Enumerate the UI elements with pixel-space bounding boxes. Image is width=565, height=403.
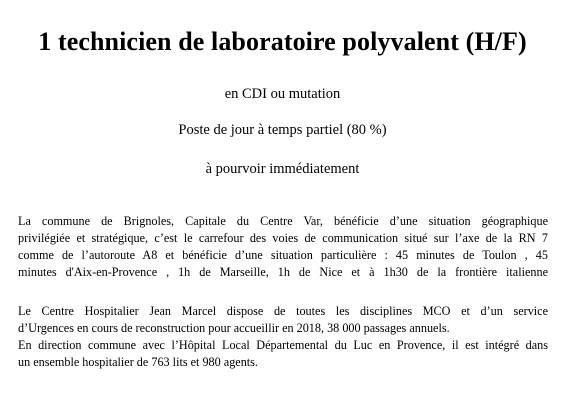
job-title: 1 technicien de laboratoire polyvalent (H/F) [38, 27, 527, 56]
paragraph-hospital [18, 303, 548, 337]
paragraph-line: d’Urgences en cours de reconstruction pour accueillir en 2018, 38 000 passages annuels. [18, 321, 450, 335]
schedule-info: Poste de jour à temps partiel (80 %) [178, 122, 387, 138]
paragraph-direction [18, 337, 548, 371]
paragraph-line: minutes d'Aix-en-Provence , 1h de Marseille, 1h de Nice et à 1h30 de la frontière italienne [18, 265, 548, 279]
paragraph-location [18, 213, 548, 281]
contract-type: en CDI ou mutation [224, 86, 341, 102]
paragraph-line: La commune de Brignoles, Capitale du Centre Var, bénéficie d’une situation géographique [18, 214, 548, 228]
paragraph-line: comme de l’autoroute A8 et bénéficie d’une situation particulière : 45 minutes de Toulon , 45 [18, 248, 548, 262]
paragraph-line: un ensemble hospitalier de 763 lits et 980 agents. [18, 355, 258, 369]
paragraph-line: privilégiée et stratégique, c’est le carrefour des voies de communication situé sur l’axe de la RN 7 [18, 231, 548, 245]
availability-info: à pourvoir immédiatement [205, 161, 360, 177]
paragraph-line: Le Centre Hospitalier Jean Marcel dispose de toutes les disciplines MCO et d’un service [18, 304, 548, 318]
paragraph-line: En direction commune avec l’Hôpital Local Départemental du Luc en Provence, il est intégré dans [18, 338, 548, 352]
